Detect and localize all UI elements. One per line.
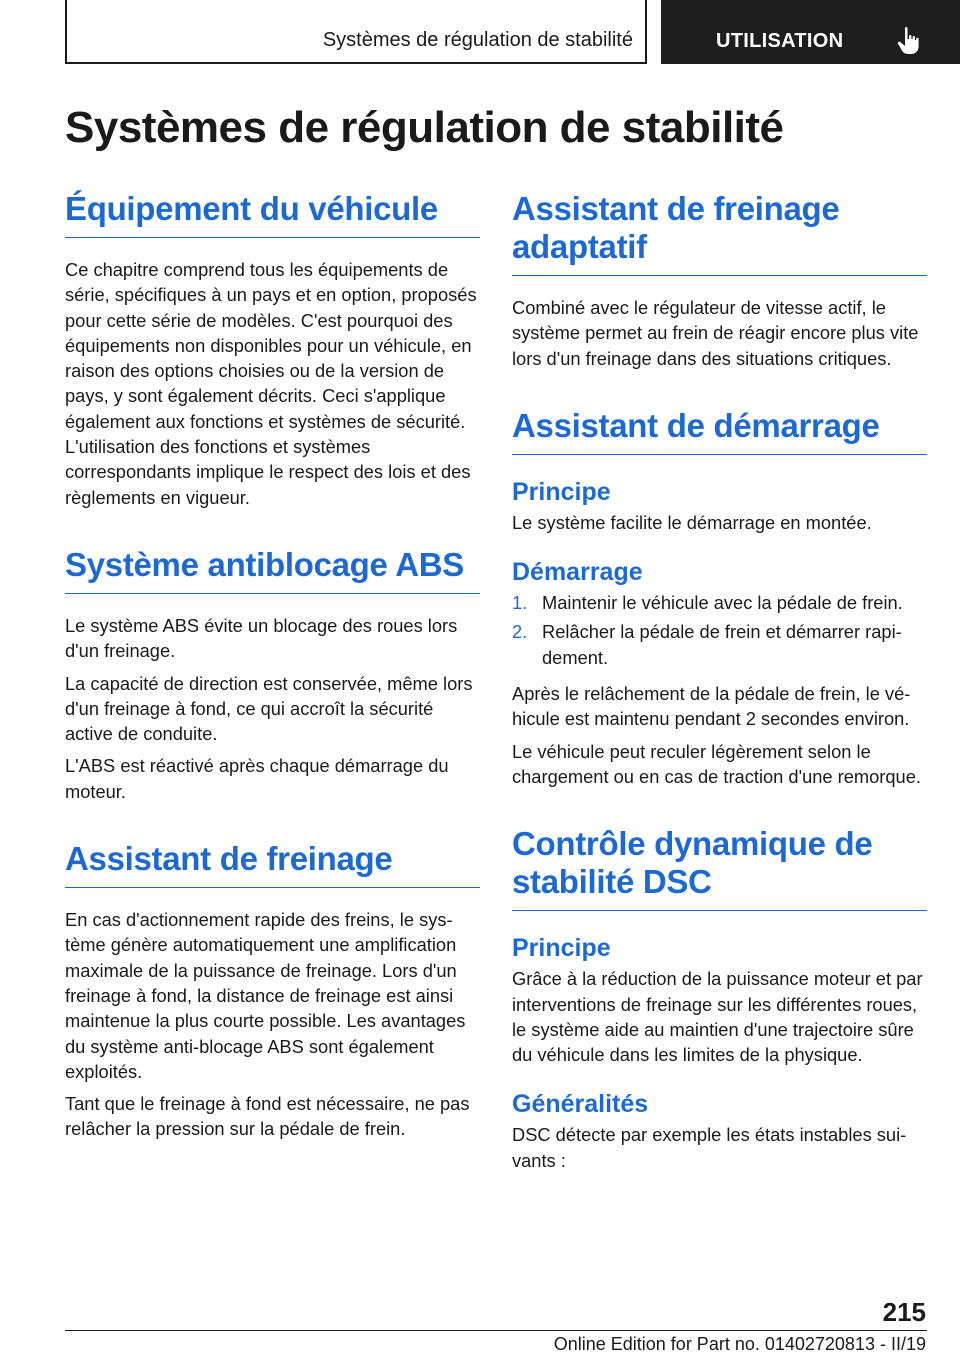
header-section-title: Systèmes de régulation de stabilité [322,29,633,51]
abs-text-1: Le système ABS évite un blocage des roues lors d'un freinage. [65,614,458,662]
subheading-principle: Principe [512,934,611,963]
step-number: 1. [512,592,528,614]
section-heading-brake-assist: Assistant de freinage [65,840,480,888]
step-text: Maintenir le véhicule avec la pédale de frein. [542,592,903,614]
footer-divider [65,1330,927,1331]
header-chapter-label: UTILISATION [716,30,844,52]
brake-assist-text-1: En cas d'actionnement rapide des freins, le système génère automatiquement une amplification maximale de la puissance de freinage. Lors d'un freinage à fond, la distance de freinage est ainsi maintenue la plus courte possible. Les avantages du système anti-blocage ABS sont également exploités. [65,909,466,1082]
dsc-general-text: DSC détecte par exemple les états instables suivants : [512,1124,907,1171]
page-title: Systèmes de régulation de stabilité [65,103,784,152]
subheading-principle: Principe [512,477,611,506]
header-chapter-tab[interactable] [661,0,960,64]
hand-pointer-icon [897,26,921,56]
footer-edition: Online Edition for Part no. 01402720813 - II/19 [553,1334,926,1354]
page-number: 215 [882,1297,926,1327]
section-heading-abs: Système antiblocage ABS [65,546,480,594]
abs-text-3: L'ABS est réactivé après chaque démarrage du moteur. [65,755,449,802]
step-number: 2. [512,621,528,643]
adaptive-brake-assist-text: Combiné avec le régulateur de vitesse actif, le système permet au frein de réagir encore plus vite lors d'un freinage dans des situations critiques. [512,297,919,369]
step-text: Relâcher la pédale de frein et démarrer rapidement. [542,621,902,668]
dsc-principle-text: Grâce à la réduction de la puissance moteur et par interventions de freinage sur les différentes roues, le système aide au maintien d'une trajectoire sûre du véhicule dans les limites de la physique. [512,968,923,1066]
start-assist-principle-text: Le système facilite le démarrage en montée. [512,511,872,533]
vehicle-equipment-text: Ce chapitre comprend tous les équipements de série, spécifiques à un pays et en option, proposés pour cette série de modèles. C'est pourquoi des équipements non disponibles pour un véhicule, en raison des options choisies ou de la version de pays, y sont également décrits. Ceci s'applique également aux fonctions et systèmes de sécurité. L'utilisation des fonctions et systèmes correspondants implique le respect des lois et des règlements en vigueur. [65,259,477,508]
brake-assist-text-2: Tant que le freinage à fond est nécessaire, ne pas relâcher la pression sur la pédale de frein. [65,1093,470,1140]
left-column [65,190,480,1142]
start-assist-after-text-1: Après le relâchement de la pédale de frein, le véhicule est maintenu pendant 2 secondes environ. [512,683,911,730]
list-item [512,619,927,670]
abs-text-2: La capacité de direction est conservée, même lors d'un freinage à fond, ce qui accroît la sécurité active de conduite. [65,672,473,745]
list-item [512,590,927,615]
subheading-starting: Démarrage [512,558,643,587]
section-heading-adaptive-brake-assist: Assistant de freinage adaptatif [512,190,927,276]
right-column [512,190,927,1173]
starting-steps-list [512,590,927,670]
section-heading-dsc: Contrôle dynamique de stabilité DSC [512,825,927,911]
subheading-general: Généralités [512,1090,649,1119]
header-section-box [65,0,647,64]
section-heading-start-assist: Assistant de démarrage [512,407,927,455]
section-heading-vehicle-equipment: Équipement du véhicule [65,190,480,238]
start-assist-after-text-2: Le véhicule peut reculer légèrement selon le chargement ou en cas de traction d'une remorque. [512,740,921,787]
